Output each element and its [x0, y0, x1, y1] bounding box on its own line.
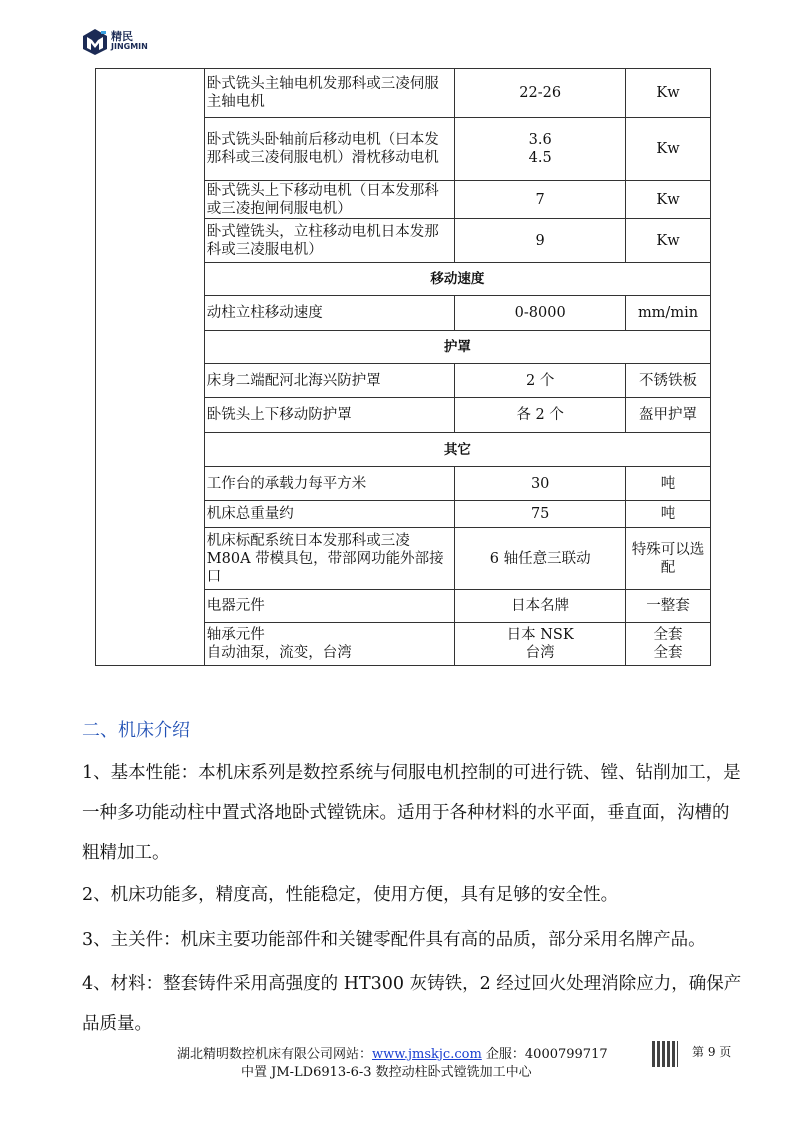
item-name-cell: 工作台的承载力每平方米 — [204, 467, 455, 501]
item-value-cell: 0-8000 — [455, 296, 626, 331]
section-header-cell: 护罩 — [204, 331, 710, 364]
paragraph-4: 4、材料：整套铸件采用高强度的 HT300 灰铸铁，2 经过回火处理消除应力，确保产品质量。 — [82, 974, 742, 1034]
spec-table — [95, 68, 711, 666]
page-number: 第 9 页 — [692, 1045, 732, 1059]
item-value-cell: 日本 NSK 台湾 — [455, 623, 626, 666]
section-header-cell: 其它 — [204, 433, 710, 467]
item-name-cell: 卧式铣头卧轴前后移动电机（曰本发那科或三凌伺服电机）滑枕移动电机 — [204, 118, 455, 181]
section-header-cell: 移动速度 — [204, 263, 710, 296]
item-unit-cell: 吨 — [626, 467, 711, 501]
item-name-cell: 卧式铣头主轴电机发那科或三凌伺服主轴电机 — [204, 69, 455, 118]
item-name-cell: 动柱立柱移动速度 — [204, 296, 455, 331]
footer-service: 企服：4000799717 — [481, 1047, 608, 1062]
item-unit-cell: 特殊可以选配 — [626, 528, 711, 590]
footer-subtitle: 中置 JM-LD6913-6-3 数控动柱卧式镗铣加工中心 — [241, 1065, 532, 1080]
item-name-cell: 卧铣头上下移动防护罩 — [204, 398, 455, 433]
item-value-cell: 75 — [455, 501, 626, 528]
item-unit-cell: Kw — [626, 118, 711, 181]
company-logo — [82, 28, 148, 56]
table-row — [96, 69, 711, 118]
item-name-cell: 卧式镗铣头，立柱移动电机日本发那科或三凌服电机） — [204, 219, 455, 263]
item-name-cell: 机床标配系统日本发那科或三凌M80A 带模具包，带部网功能外部接口 — [204, 528, 455, 590]
website-link[interactable]: www.jmskjc.com — [372, 1047, 482, 1062]
jingmin-logo-icon — [82, 28, 108, 56]
item-name-cell: 卧式铣头上下移动电机（日本发那科或三凌抱闸伺服电机） — [204, 181, 455, 219]
item-unit-cell: 吨 — [626, 501, 711, 528]
item-unit-cell: 全套 全套 — [626, 623, 711, 666]
item-value-cell: 2 个 — [455, 364, 626, 398]
paragraph-2: 2、机床功能多，精度高，性能稳定，使用方便，具有足够的安全性。 — [82, 885, 619, 905]
footer-company: 湖北精明数控机床有限公司网站： — [177, 1047, 373, 1062]
item-value-cell: 各 2 个 — [455, 398, 626, 433]
logo-cn-text: 精民 — [111, 30, 133, 43]
qr-code-icon — [652, 1041, 678, 1067]
item-value-cell: 30 — [455, 467, 626, 501]
item-unit-cell: 盔甲护罩 — [626, 398, 711, 433]
paragraph-1: 1、基本性能：本机床系列是数控系统与伺服电机控制的可进行铣、镗、钻削加工，是一种多功能动柱中置式洛地卧式镗铣床。适用于各种材料的水平面，垂直面，沟槽的粗精加工。 — [82, 763, 741, 863]
item-name-cell: 轴承元件 自动油泵，流变，台湾 — [204, 623, 455, 666]
logo-en-text: JINGMIN — [111, 42, 148, 51]
item-value-cell: 3.6 4.5 — [455, 118, 626, 181]
item-name-cell: 机床总重量约 — [204, 501, 455, 528]
item-unit-cell: Kw — [626, 181, 711, 219]
item-value-cell: 7 — [455, 181, 626, 219]
section-heading: 二、机床介绍 — [82, 720, 190, 741]
item-unit-cell: Kw — [626, 219, 711, 263]
item-name-cell: 床身二端配河北海兴防护罩 — [204, 364, 455, 398]
item-value-cell: 6 轴任意三联动 — [455, 528, 626, 590]
item-unit-cell: mm/min — [626, 296, 711, 331]
item-unit-cell: 一整套 — [626, 590, 711, 623]
paragraph-3: 3、主关件：机床主要功能部件和关键零配件具有高的品质，部分采用名牌产品。 — [82, 930, 706, 950]
item-value-cell: 日本名牌 — [455, 590, 626, 623]
item-value-cell: 9 — [455, 219, 626, 263]
item-name-cell: 电器元件 — [204, 590, 455, 623]
item-value-cell: 22-26 — [455, 69, 626, 118]
item-unit-cell: 不锈铁板 — [626, 364, 711, 398]
category-cell — [96, 69, 205, 666]
item-unit-cell: Kw — [626, 69, 711, 118]
